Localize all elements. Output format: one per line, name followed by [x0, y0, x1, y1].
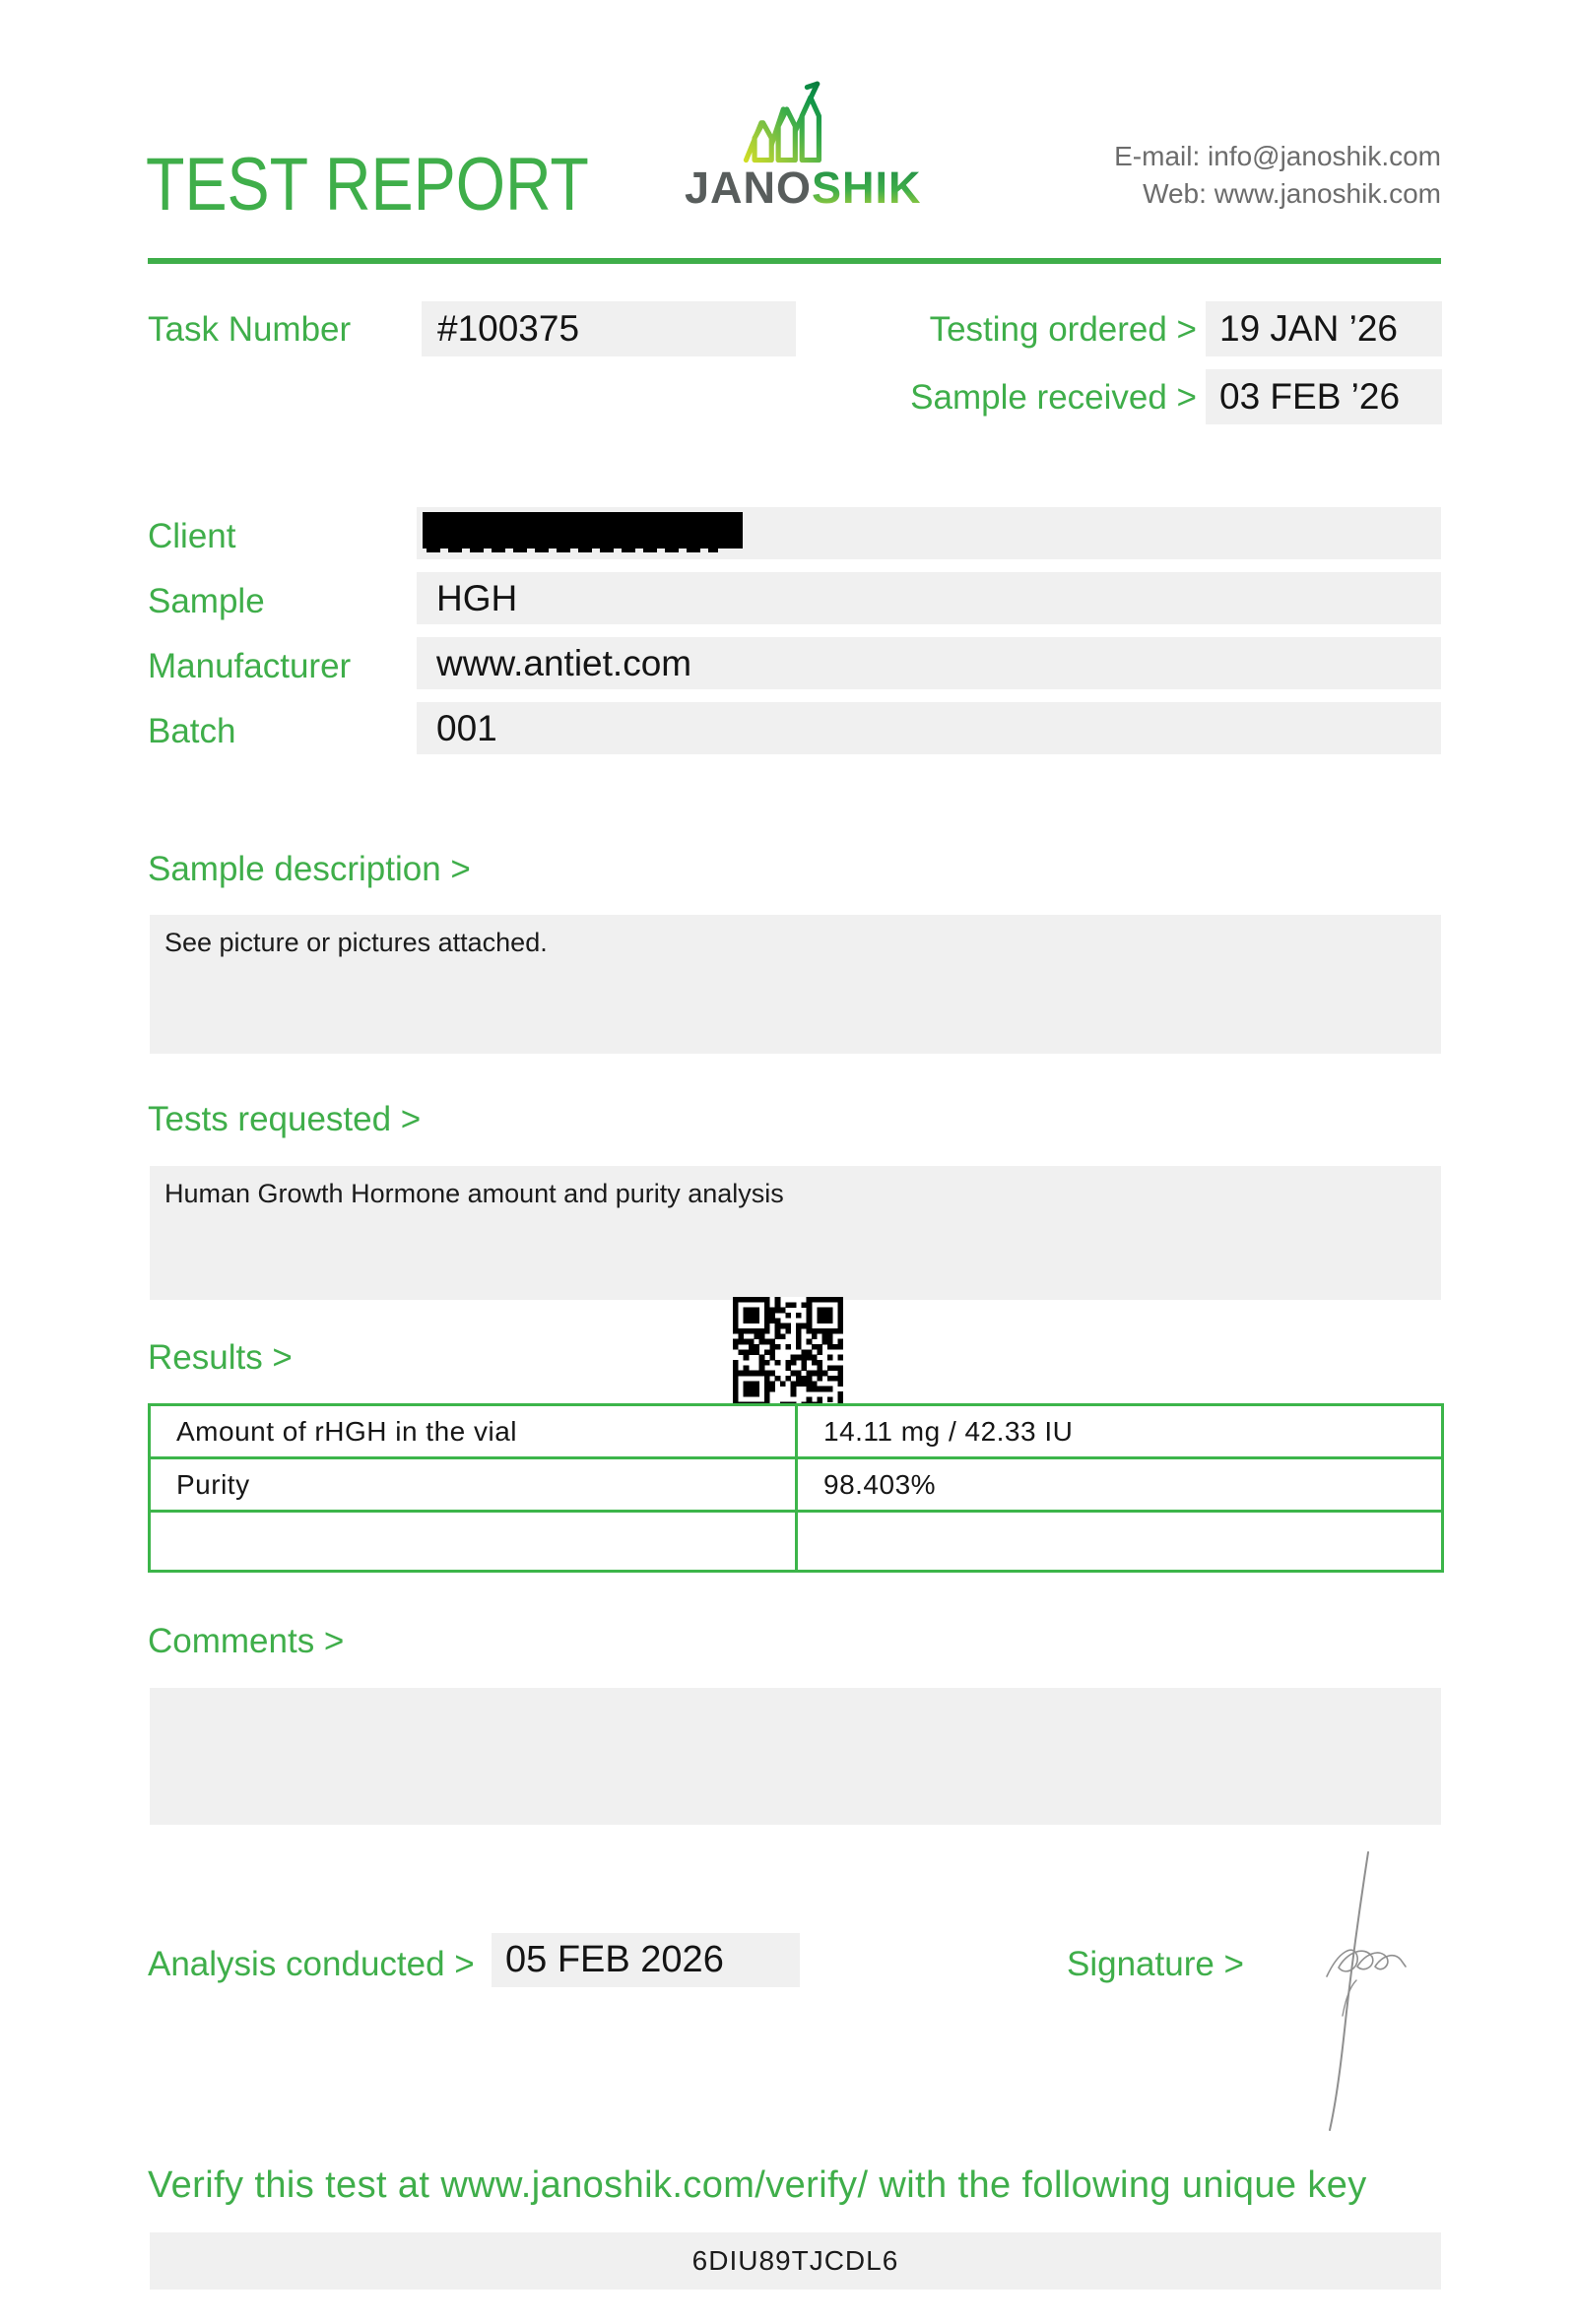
verify-key-field: 6DIU89TJCDL6 — [150, 2232, 1441, 2290]
analysis-conducted-label: Analysis conducted > — [148, 1945, 475, 1983]
client-redaction-bar — [423, 512, 743, 549]
contact-web: Web: www.janoshik.com — [1143, 178, 1441, 209]
logo-word-dark: JANO — [685, 162, 813, 213]
logo-word-green: SHIK — [812, 162, 922, 213]
signature-image — [1285, 1846, 1433, 2137]
sample-description-box: See picture or pictures attached. — [150, 915, 1441, 1054]
qr-code-image — [733, 1297, 843, 1407]
results-row-name: Purity — [151, 1459, 798, 1513]
results-heading: Results > — [148, 1338, 293, 1377]
sample-received-field — [1206, 369, 1442, 424]
results-table — [148, 1403, 1444, 1573]
sample-value: HGH — [436, 577, 518, 618]
tests-requested-heading: Tests requested > — [148, 1100, 422, 1138]
verify-instruction: Verify this test at www.janoshik.com/verify/ with the following unique key — [148, 2164, 1367, 2206]
janoshik-logo-chart-icon — [741, 79, 829, 163]
sample-label: Sample — [148, 582, 265, 620]
results-row-value — [798, 1513, 1441, 1570]
manufacturer-label: Manufacturer — [148, 647, 352, 685]
batch-value: 001 — [436, 707, 497, 748]
batch-label: Batch — [148, 712, 236, 750]
task-number-label: Task Number — [148, 310, 352, 349]
comments-heading: Comments > — [148, 1622, 345, 1660]
sample-received-label: Sample received > — [910, 378, 1197, 417]
tests-requested-box: Human Growth Hormone amount and purity analysis — [150, 1166, 1441, 1300]
manufacturer-field — [417, 637, 1441, 689]
janoshik-logo-wordmark — [685, 162, 922, 213]
results-row-value: 14.11 mg / 42.33 IU — [798, 1406, 1441, 1459]
sample-received-value: 03 FEB ’26 — [1219, 376, 1401, 417]
signature-label: Signature > — [1067, 1945, 1244, 1983]
testing-ordered-label: Testing ordered > — [929, 310, 1197, 349]
client-label: Client — [148, 517, 236, 555]
testing-ordered-field — [1206, 301, 1442, 356]
analysis-conducted-field — [492, 1933, 800, 1987]
results-row-name — [151, 1513, 798, 1570]
sample-description-heading: Sample description > — [148, 850, 471, 888]
testing-ordered-value: 19 JAN ’26 — [1219, 308, 1398, 349]
page-title: TEST REPORT — [146, 143, 589, 226]
results-row-value: 98.403% — [798, 1459, 1441, 1513]
contact-block — [1114, 138, 1441, 213]
manufacturer-value: www.antiet.com — [436, 642, 692, 683]
batch-field — [417, 702, 1441, 754]
comments-box — [150, 1688, 1441, 1825]
task-number-value: #100375 — [437, 308, 580, 349]
client-redaction-fragments — [427, 548, 718, 552]
results-row-name: Amount of rHGH in the vial — [151, 1406, 798, 1459]
header-divider — [148, 258, 1441, 264]
contact-email: E-mail: info@janoshik.com — [1114, 141, 1441, 171]
task-number-field — [422, 301, 796, 356]
analysis-conducted-value: 05 FEB 2026 — [505, 1939, 724, 1980]
sample-field — [417, 572, 1441, 624]
